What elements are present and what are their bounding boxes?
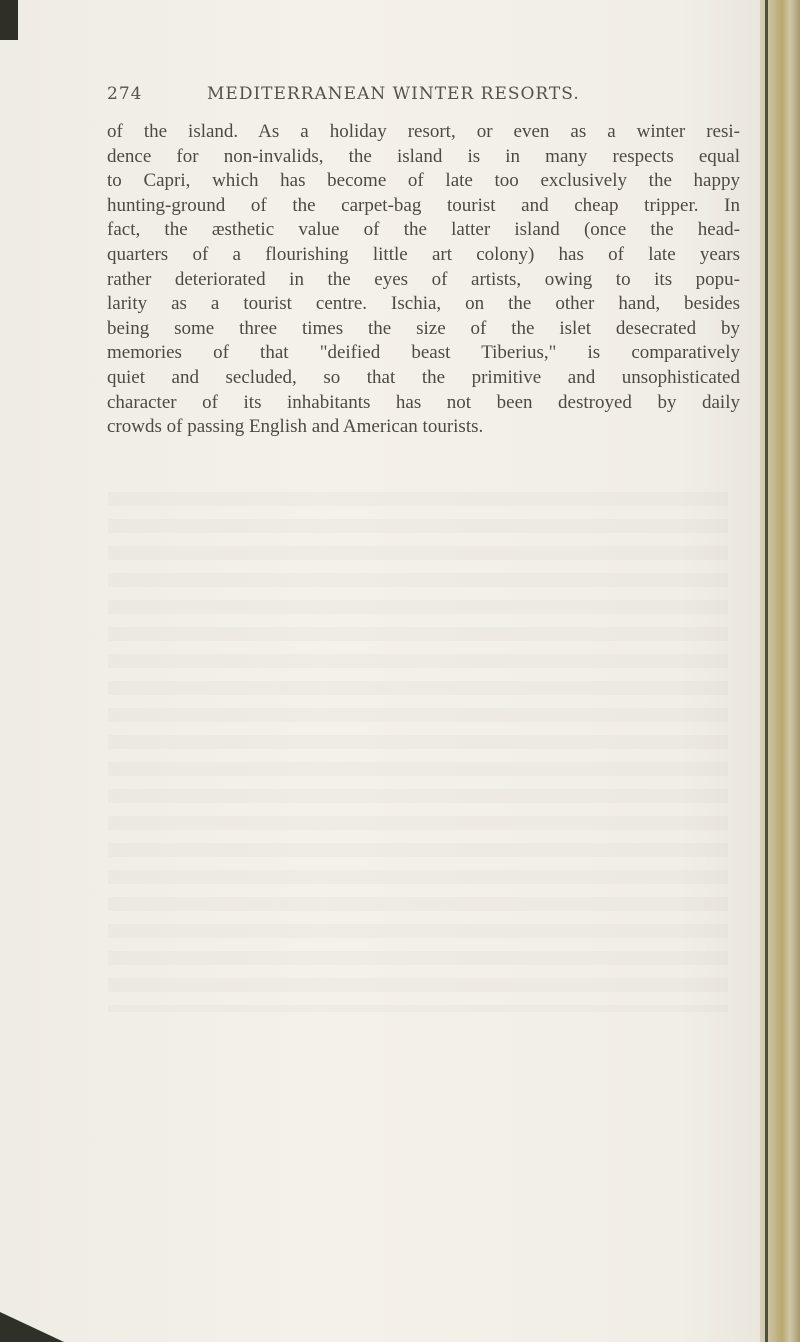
bleed-through-area [108, 492, 728, 1012]
page-corner-shadow [0, 0, 18, 40]
page-number: 274 [107, 84, 143, 104]
text-line: crowds of passing English and American tourists. [107, 416, 484, 438]
text-line: of the island. As a holiday resort, or even as a winter resi- [107, 121, 740, 142]
text-line: to Capri, which has become of late too exclusively the happy [107, 170, 740, 192]
book-spine-shadow [765, 0, 768, 1342]
text-line: fact, the æsthetic value of the latter island (once the head- [107, 219, 740, 241]
text-line: being some three times the size of the islet desecrated by [107, 317, 740, 339]
text-line: hunting-ground of the carpet-bag tourist and cheap tripper. In [107, 194, 740, 216]
page-corner-shadow-bottom [0, 1312, 64, 1342]
text-line: larity as a tourist centre. Ischia, on the other hand, besides [107, 293, 740, 315]
text-line: dence for non-invalids, the island is in many respects equal [107, 145, 740, 167]
text-line: quarters of a flourishing little art colony) has of late years [107, 243, 740, 265]
running-head: MEDITERRANEAN WINTER RESORTS. [207, 84, 580, 104]
text-line: memories of that "deified beast Tiberius," is comparatively [107, 342, 740, 364]
text-line: character of its inhabitants has not been destroyed by daily [107, 391, 740, 413]
text-line: rather deteriorated in the eyes of artists, owing to its popu- [107, 268, 740, 290]
text-line: quiet and secluded, so that the primitive and unsophisticated [107, 366, 740, 388]
body-paragraph [107, 120, 740, 440]
